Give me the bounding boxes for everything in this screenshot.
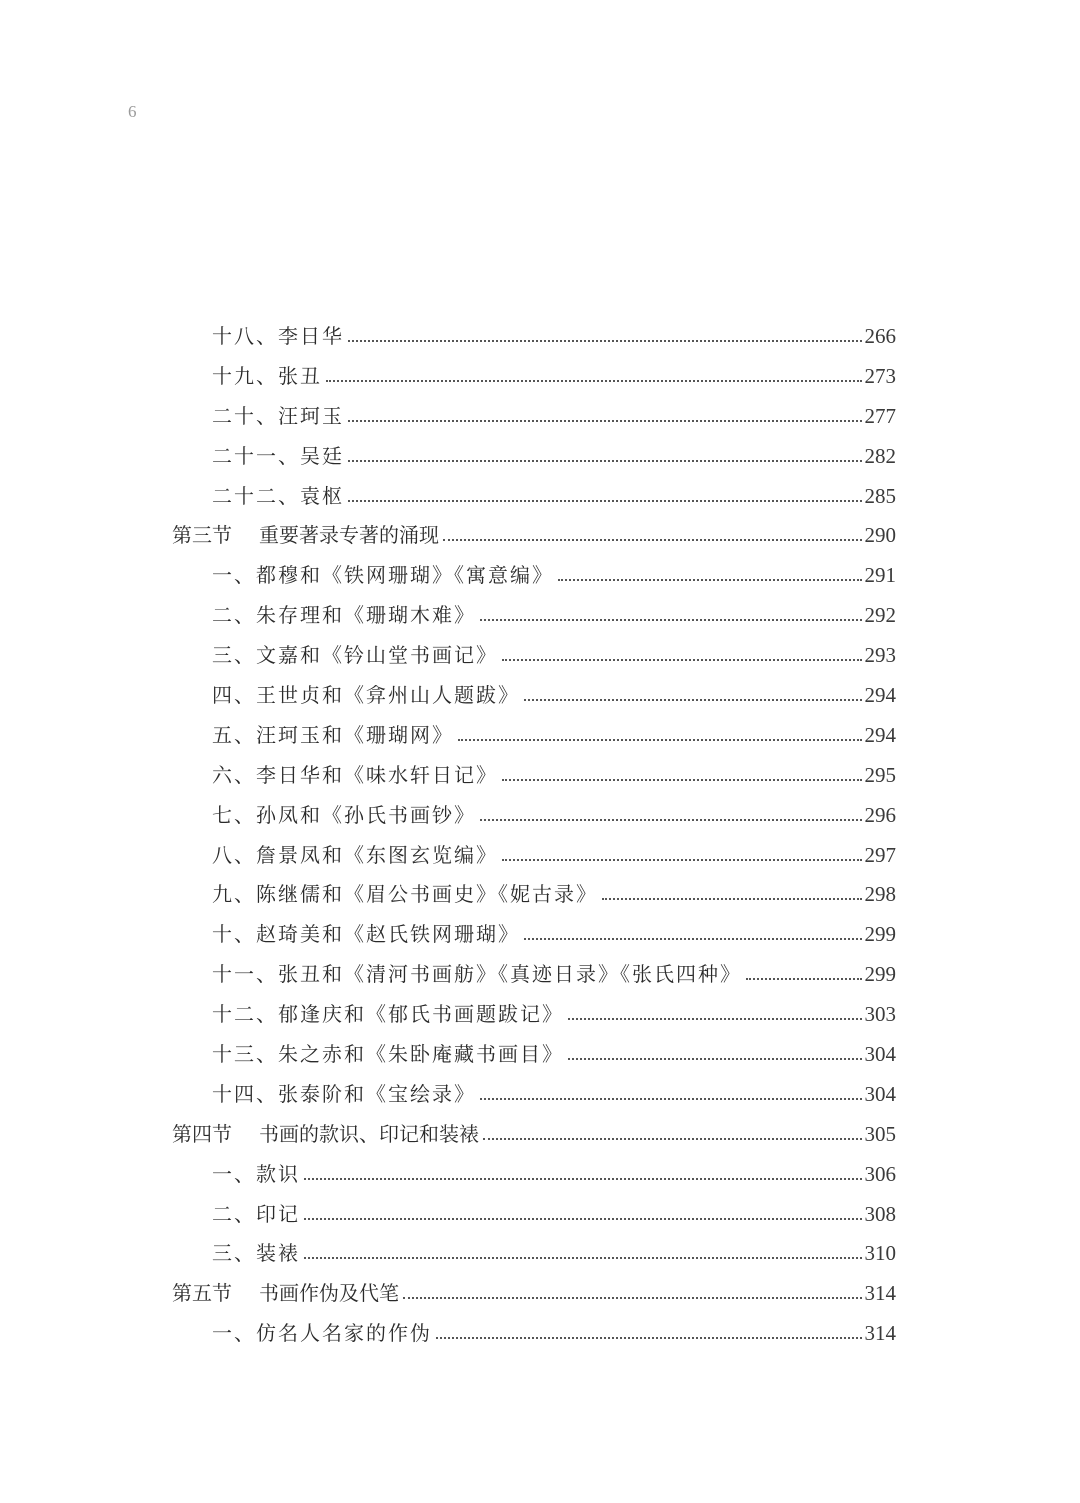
toc-dot-leader — [348, 500, 862, 502]
toc-page-number: 277 — [864, 403, 896, 428]
toc-dot-leader — [568, 1018, 862, 1020]
toc-entry-title: 一、都穆和《铁网珊瑚》《寓意编》 — [212, 563, 554, 588]
toc-dot-leader — [483, 1138, 862, 1140]
toc-entry-title: 十、赵琦美和《赵氏铁网珊瑚》 — [212, 922, 520, 947]
toc-dot-leader — [480, 619, 862, 621]
toc-entry-row[interactable] — [172, 595, 896, 635]
toc-page-number: 291 — [864, 563, 896, 588]
toc-page-number: 310 — [864, 1241, 896, 1266]
toc-page-number: 314 — [864, 1281, 896, 1306]
toc-dot-leader — [348, 460, 862, 462]
toc-entry-row[interactable] — [172, 1154, 896, 1194]
toc-dot-leader — [458, 739, 862, 741]
toc-page-number: 303 — [864, 1002, 896, 1027]
toc-page-number: 296 — [864, 802, 896, 827]
toc-entry-title: 三、文嘉和《钤山堂书画记》 — [212, 643, 498, 668]
toc-dot-leader — [602, 898, 862, 900]
toc-entry-row[interactable] — [172, 1034, 896, 1074]
toc-entry-title: 八、詹景凤和《东图玄览编》 — [212, 842, 498, 867]
toc-entry-row[interactable] — [172, 954, 896, 994]
toc-page-number: 290 — [864, 523, 896, 548]
toc-page-number: 299 — [864, 922, 896, 947]
toc-section-row[interactable] — [172, 515, 896, 555]
toc-entry-title: 二、印记 — [212, 1201, 300, 1226]
toc-dot-leader — [746, 978, 862, 980]
toc-entry-title — [172, 521, 439, 549]
toc-page-number: 282 — [864, 443, 896, 468]
toc-page-number: 297 — [864, 842, 896, 867]
toc-page-number: 304 — [864, 1041, 896, 1066]
toc-entry-title: 五、汪珂玉和《珊瑚网》 — [212, 722, 454, 747]
toc-section-title: 重要著录专著的涌现 — [259, 523, 439, 548]
toc-entry-row[interactable] — [172, 755, 896, 795]
toc-dot-leader — [502, 779, 862, 781]
toc-dot-leader — [568, 1058, 862, 1060]
toc-section-row[interactable] — [172, 1114, 896, 1154]
toc-dot-leader — [348, 340, 862, 342]
toc-section-title: 书画作伪及代笔 — [259, 1281, 399, 1306]
toc-entry-title: 九、陈继儒和《眉公书画史》《妮古录》 — [212, 882, 598, 907]
toc-section-title: 书画的款识、印记和装裱 — [259, 1121, 479, 1146]
toc-entry-title: 二十二、袁枢 — [212, 483, 344, 508]
toc-dot-leader — [480, 1098, 862, 1100]
toc-dot-leader — [403, 1297, 862, 1299]
toc-entry-title: 十二、郁逢庆和《郁氏书画题跋记》 — [212, 1002, 564, 1027]
toc-page-number: 293 — [864, 643, 896, 668]
toc-section-label: 第四节 — [172, 1121, 232, 1146]
toc-entry-row[interactable] — [172, 316, 896, 356]
toc-page-number: 306 — [864, 1161, 896, 1186]
toc-entry-row[interactable] — [172, 436, 896, 476]
toc-entry-row[interactable] — [172, 675, 896, 715]
toc-dot-leader — [326, 380, 862, 382]
toc-page-number: 304 — [864, 1081, 896, 1106]
toc-entry-title: 十四、张泰阶和《宝绘录》 — [212, 1081, 476, 1106]
toc-page-number: 305 — [864, 1121, 896, 1146]
toc-dot-leader — [480, 819, 862, 821]
page-number: 6 — [128, 102, 137, 121]
toc-section-label: 第三节 — [172, 523, 232, 548]
toc-entry-row[interactable] — [172, 635, 896, 675]
toc-entry-row[interactable] — [172, 1074, 896, 1114]
toc-page-number: 266 — [864, 323, 896, 348]
toc-entry-row[interactable] — [172, 1233, 896, 1273]
toc-dot-leader — [558, 579, 862, 581]
toc-dot-leader — [304, 1218, 862, 1220]
toc-dot-leader — [348, 420, 862, 422]
toc-section-row[interactable] — [172, 1273, 896, 1313]
toc-dot-leader — [304, 1178, 862, 1180]
toc-section-label: 第五节 — [172, 1281, 232, 1306]
toc-entry-row[interactable] — [172, 396, 896, 436]
toc-page-number: 294 — [864, 682, 896, 707]
toc-entry-row[interactable] — [172, 1313, 896, 1353]
table-of-contents — [172, 316, 896, 1353]
toc-page-number: 285 — [864, 483, 896, 508]
toc-entry-row[interactable] — [172, 476, 896, 516]
toc-page-number: 299 — [864, 962, 896, 987]
toc-entry-row[interactable] — [172, 555, 896, 595]
toc-dot-leader — [436, 1337, 862, 1339]
toc-entry-title: 二十一、吴廷 — [212, 443, 344, 468]
toc-dot-leader — [524, 938, 862, 940]
toc-dot-leader — [443, 539, 862, 541]
toc-entry-title: 三、装裱 — [212, 1241, 300, 1266]
toc-page-number: 292 — [864, 603, 896, 628]
toc-entry-title: 二十、汪珂玉 — [212, 403, 344, 428]
toc-entry-title: 十九、张丑 — [212, 363, 322, 388]
toc-dot-leader — [524, 699, 862, 701]
toc-entry-title — [172, 1120, 479, 1148]
toc-entry-row[interactable] — [172, 1194, 896, 1234]
toc-entry-title: 一、款识 — [212, 1161, 300, 1186]
toc-entry-title: 十一、张丑和《清河书画舫》《真迹日录》《张氏四种》 — [212, 962, 742, 987]
toc-dot-leader — [304, 1257, 862, 1259]
toc-dot-leader — [502, 859, 862, 861]
toc-page-number: 298 — [864, 882, 896, 907]
toc-entry-title: 四、王世贞和《弇州山人题跋》 — [212, 682, 520, 707]
toc-entry-row[interactable] — [172, 914, 896, 954]
toc-dot-leader — [502, 659, 862, 661]
toc-entry-row[interactable] — [172, 874, 896, 914]
toc-page-number: 314 — [864, 1321, 896, 1346]
toc-entry-title: 十八、李日华 — [212, 323, 344, 348]
toc-page-number: 273 — [864, 363, 896, 388]
toc-entry-title: 七、孙凤和《孙氏书画钞》 — [212, 802, 476, 827]
toc-entry-row[interactable] — [172, 994, 896, 1034]
toc-entry-row[interactable] — [172, 715, 896, 755]
toc-entry-title: 六、李日华和《味水轩日记》 — [212, 762, 498, 787]
toc-entry-row[interactable] — [172, 356, 896, 396]
toc-entry-title: 十三、朱之赤和《朱卧庵藏书画目》 — [212, 1041, 564, 1066]
toc-page-number: 294 — [864, 722, 896, 747]
toc-entry-row[interactable] — [172, 795, 896, 835]
toc-page-number: 308 — [864, 1201, 896, 1226]
toc-entry-title: 一、仿名人名家的作伪 — [212, 1321, 432, 1346]
toc-entry-title: 二、朱存理和《珊瑚木难》 — [212, 603, 476, 628]
toc-entry-title — [172, 1279, 399, 1307]
toc-entry-row[interactable] — [172, 835, 896, 875]
toc-page-number: 295 — [864, 762, 896, 787]
